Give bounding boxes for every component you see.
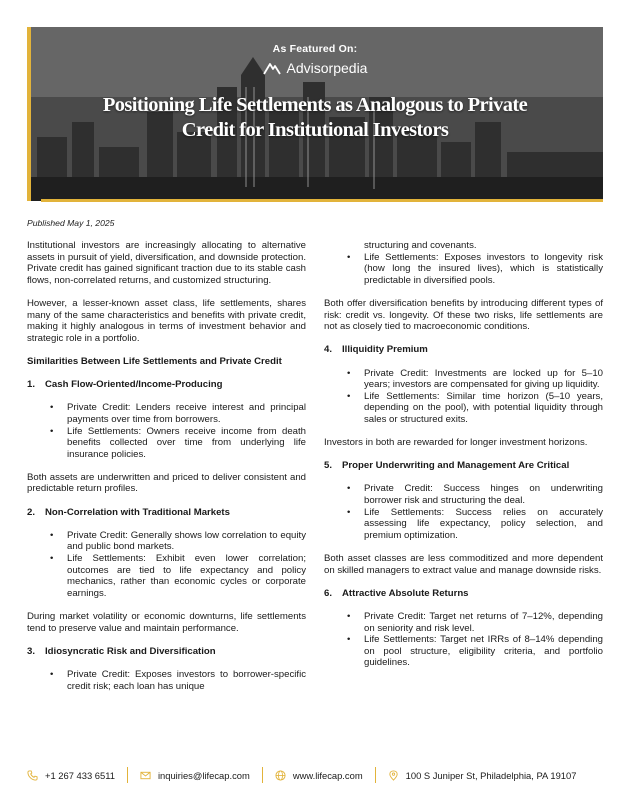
published-date: Published May 1, 2025 [27, 218, 115, 228]
subsection-number: 5. [324, 460, 333, 472]
paragraph: Investors in both are rewarded for longer investment horizons. [324, 437, 588, 449]
intro-paragraph-1: Institutional investors are increasingly allocating to alternative assets in pursuit of yield, diversification, and downside protection. Private credit has gained significant traction due to its stable cash flows, non-correlated returns, and customized structuring. [27, 240, 306, 286]
globe-icon [275, 770, 286, 781]
subsection-title: Cash Flow-Oriented/Income-Producing [45, 379, 223, 391]
subsection-number: 3. [27, 645, 36, 657]
website-url[interactable]: www.lifecap.com [292, 769, 363, 781]
bullet-list [324, 252, 603, 287]
accent-bar-bottom [41, 199, 603, 202]
divider [262, 767, 263, 783]
left-column [27, 240, 306, 692]
header-banner [27, 27, 603, 201]
brand-name: Advisorpedia [286, 60, 368, 76]
paragraph: Both asset classes are less commoditized and more dependent on skilled managers to extract value and manage downside risks. [324, 553, 603, 576]
bullet-list [324, 611, 603, 669]
title-line-2: Credit for Institutional Investors [181, 119, 449, 141]
bullet-list [324, 483, 603, 541]
divider [375, 767, 376, 783]
title-line-1: Positioning Life Settlements as Analogous to Private [102, 94, 528, 116]
subsection-3-heading [27, 646, 306, 658]
paragraph: During market volatility or economic downturns, life settlements tend to preserve value and maintain performance. [27, 611, 306, 634]
list-item: • Private Credit: Success hinges on underwriting borrower risk and structuring the deal. [364, 483, 603, 506]
subsection-number: 2. [27, 506, 36, 518]
subsection-title: Proper Underwriting and Management Are Critical [342, 460, 570, 472]
footer-phone[interactable] [27, 770, 115, 781]
phone-icon [27, 770, 38, 781]
subsection-1-heading [27, 379, 306, 391]
list-item: • Private Credit: Exposes investors to borrower-specific credit risk; each loan has unique [67, 669, 306, 692]
subsection-title: Attractive Absolute Returns [342, 587, 469, 599]
list-item: • Private Credit: Generally shows low correlation to equity and public bond markets. [67, 530, 306, 553]
list-item: • Life Settlements: Similar time horizon (5–10 years, depending on the pool), with potential liquidity through sales or structured exits. [364, 391, 603, 426]
subsection-title: Idiosyncratic Risk and Diversification [45, 645, 216, 657]
bullet-list [324, 368, 603, 426]
logo-mountain-icon [263, 61, 281, 75]
list-item: • Life Settlements: Owners receive income from death benefits collected over time from underlying life insurance policies. [67, 426, 306, 461]
bullet-list [27, 402, 306, 460]
email-address[interactable]: inquiries@lifecap.com [157, 769, 250, 781]
subsection-4-heading [324, 344, 603, 356]
right-column [324, 240, 603, 669]
list-item: • Private Credit: Lenders receive interest and principal payments over time from borrowers. [67, 402, 306, 425]
subsection-2-heading [27, 507, 306, 519]
document-title [67, 93, 563, 143]
divider [127, 767, 128, 783]
subsection-title: Non-Correlation with Traditional Markets [45, 506, 230, 518]
phone-number[interactable]: +1 267 433 6511 [45, 769, 115, 781]
footer-email[interactable] [140, 770, 250, 781]
intro-paragraph-2: However, a lesser-known asset class, life settlements, shares many of the same characteristics and benefits with private credit, making it highly analogous in terms of investment behavior and strategic role in a portfolio. [27, 297, 306, 344]
bullet-list [27, 669, 306, 692]
bullet-list [27, 530, 306, 600]
paragraph: Both assets are underwritten and priced to deliver consistent and predictable return profiles. [27, 471, 306, 495]
list-item-continued: structuring and covenants. [364, 240, 477, 251]
subsection-5-heading [324, 460, 603, 472]
subsection-6-heading [324, 588, 603, 600]
section-heading: Similarities Between Life Settlements and Private Credit [27, 355, 282, 367]
footer-address [388, 770, 577, 781]
subsection-number: 4. [324, 344, 333, 356]
location-pin-icon [388, 770, 399, 781]
street-address: 100 S Juniper St, Philadelphia, PA 19107 [405, 769, 577, 781]
list-item: • Life Settlements: Target net IRRs of 8–14% depending on pool structure, eligibility criteria, and portfolio guidelines. [364, 634, 603, 669]
featured-label: As Featured On: [272, 43, 358, 55]
footer-website[interactable] [275, 770, 363, 781]
footer-contact-bar [27, 764, 603, 786]
subsection-number: 1. [27, 379, 36, 391]
list-item: • Private Credit: Target net returns of 7–12%, depending on seniority and risk level. [364, 611, 603, 634]
list-item: • Private Credit: Investments are locked up for 5–10 years; investors are compensated for giving up liquidity. [364, 368, 603, 391]
list-item: • Life Settlements: Exhibit even lower correlation; outcomes are tied to life expectancy and policy mechanics, rather than economic cycles or corporate earnings. [67, 553, 306, 599]
subsection-title: Illiquidity Premium [342, 344, 428, 356]
list-item: • Life Settlements: Exposes investors to longevity risk (how long the insured lives), which is statistically predictable in diversified pools. [364, 252, 603, 287]
email-icon [140, 770, 151, 781]
paragraph: Both offer diversification benefits by introducing different types of risk: credit vs. longevity. Of these two risks, life settlements are not as closely tied to macroeconomic conditions. [324, 297, 603, 333]
subsection-number: 6. [324, 587, 333, 599]
list-item: • Life Settlements: Success relies on accurately assessing life expectancy, policy selection, and premium optimization. [364, 507, 603, 542]
advisorpedia-logo [27, 60, 603, 76]
